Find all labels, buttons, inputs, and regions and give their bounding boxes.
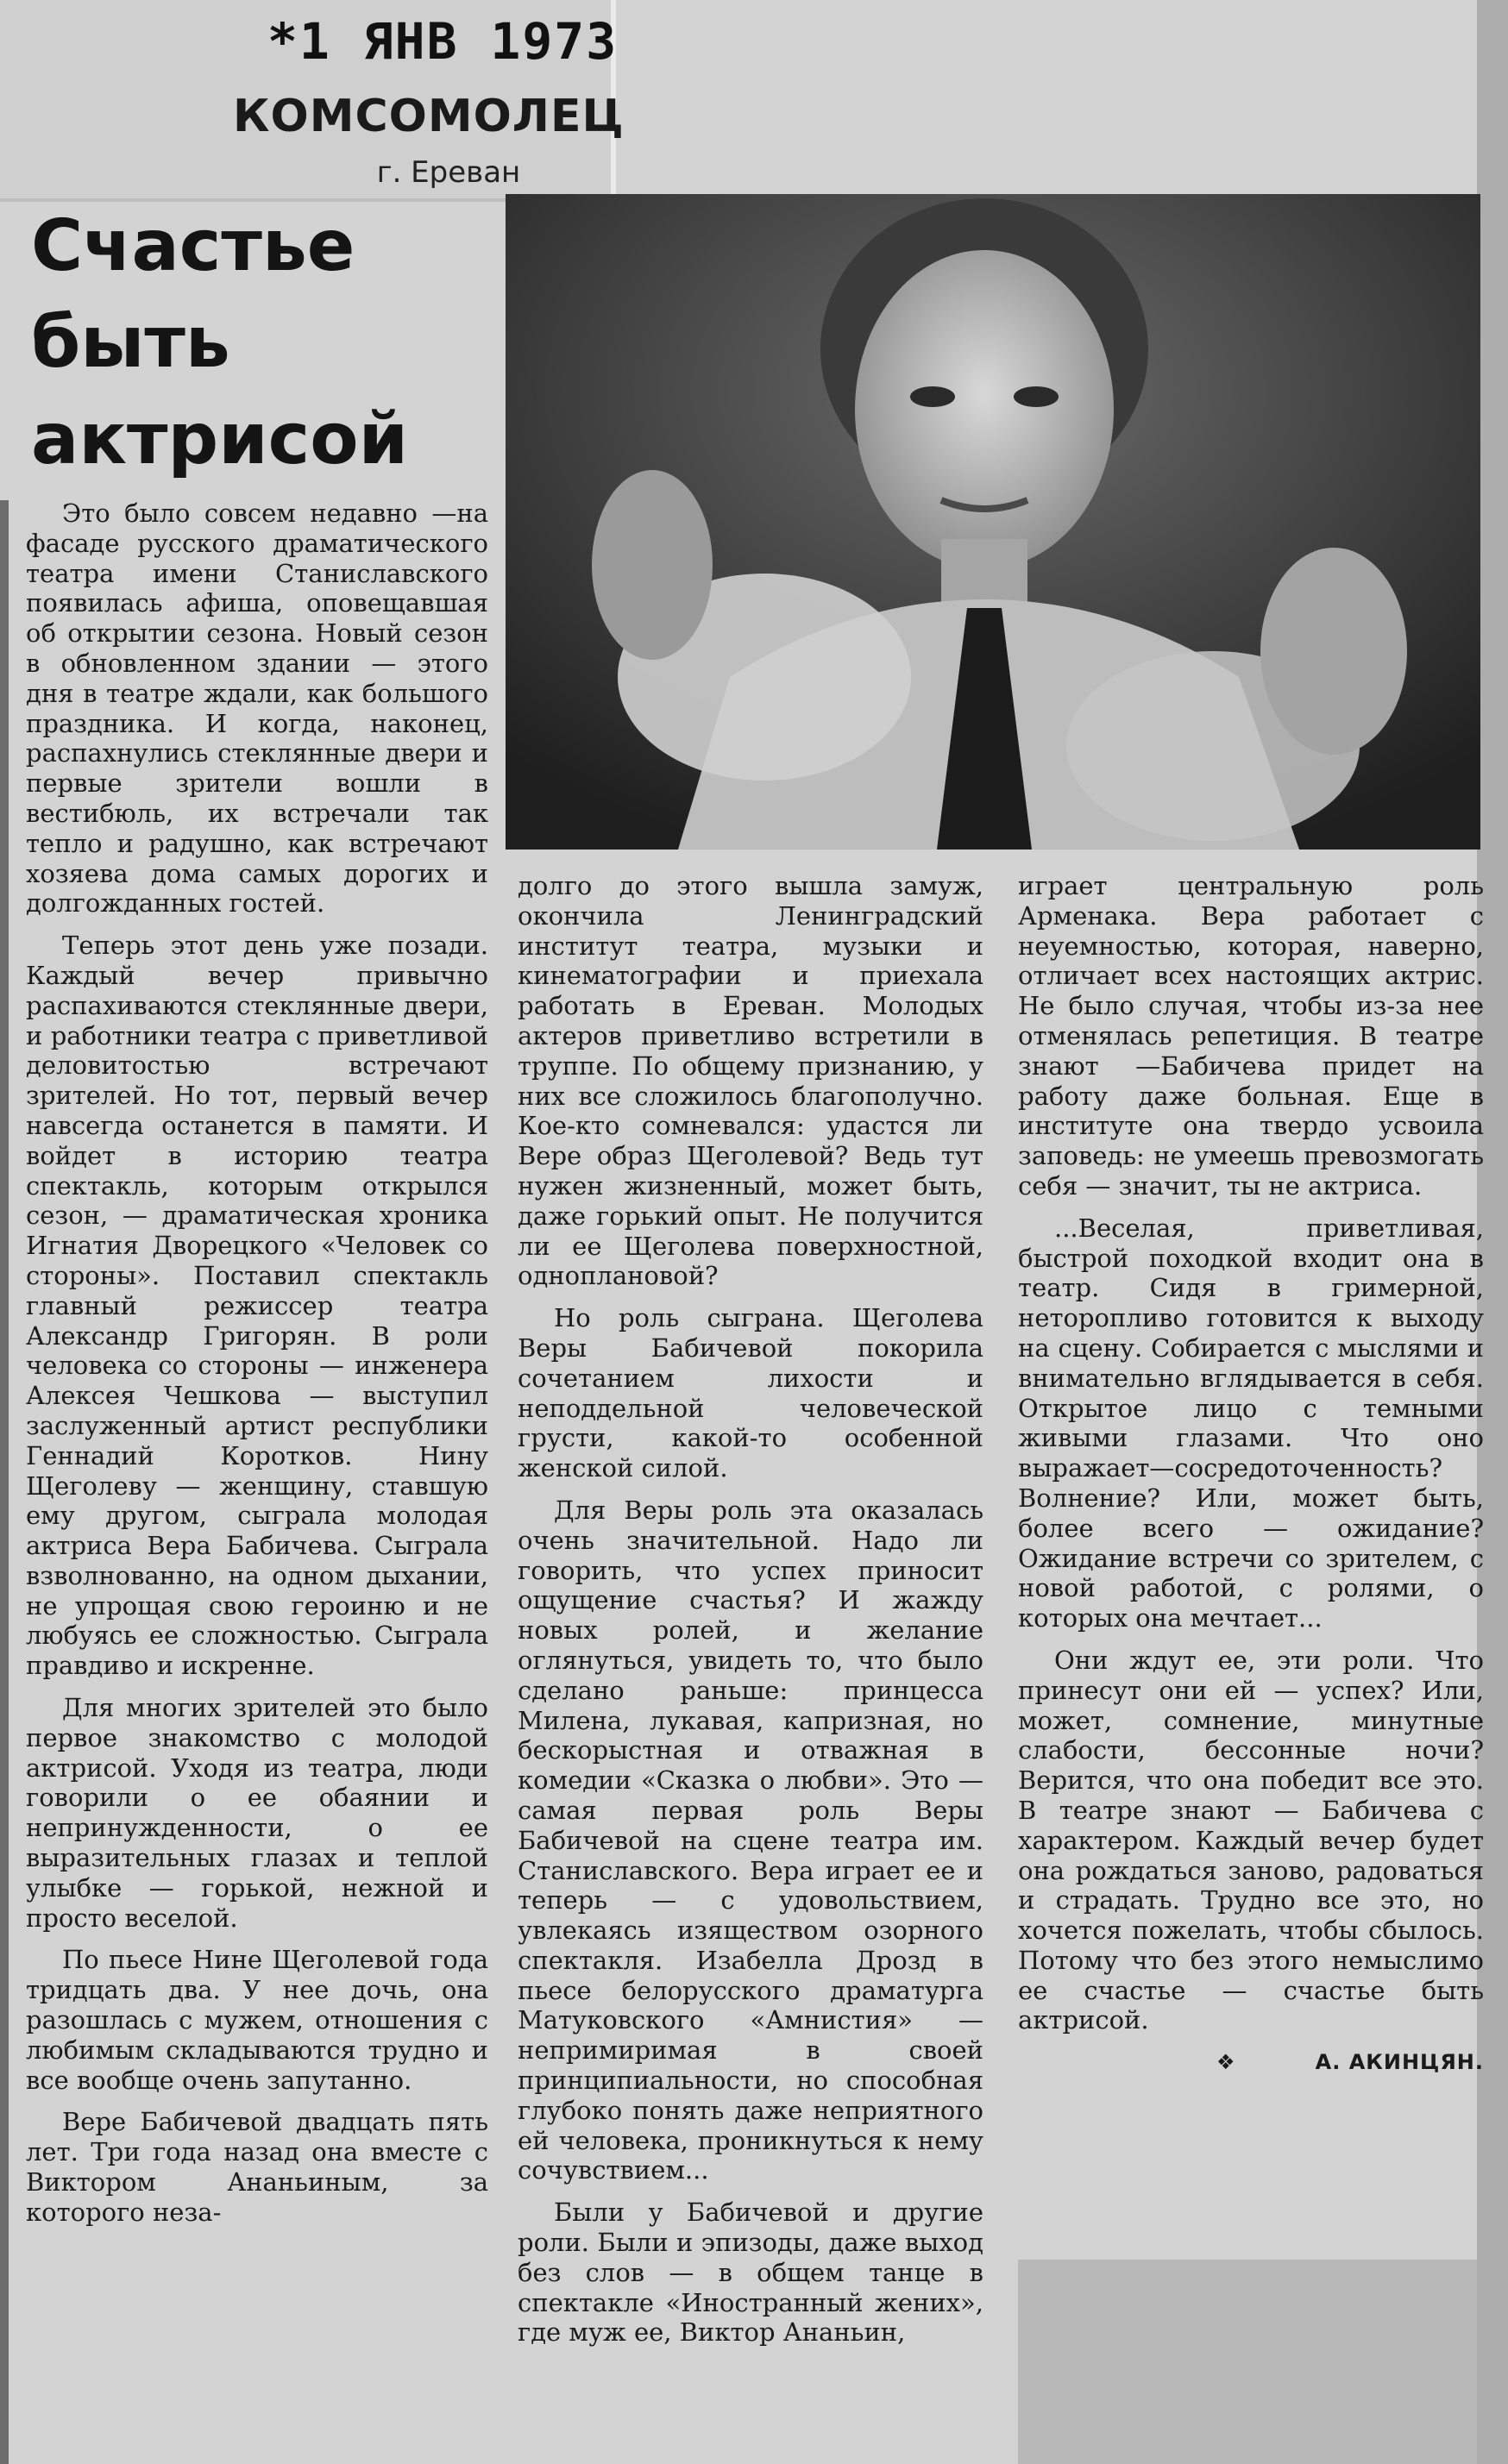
newspaper-name: КОМСОМОЛЕЦ <box>233 91 625 142</box>
paragraph: По пьесе Нине Щеголевой года тридцать два. У нее дочь, она разошлась с мужем, отношения с любимым складываются трудно и все вообще очень запутанно. <box>26 1945 488 2095</box>
paragraph: Были у Бабичевой и другие роли. Были и эпизоды, даже выход без слов — в общем танце в спектакле «Иностранный жених», где муж ее, Виктор Ананьин, <box>518 2198 983 2348</box>
masthead-label <box>0 0 625 202</box>
article-headline <box>31 198 514 488</box>
paragraph: ...Веселая, приветливая, быстрой походкой входит она в театр. Сидя в гримерной, неторопливо готовится к выходу на сцену. Собирается с мыслями и внимательно вглядывается в себя. Открытое лицо с темными живыми глазами. Что оно выражает—сосредоточенность? Волнение? Или, может быть, более всего — ожидание? Ожидание встречи со зрителем, с новой работой, с ролями, о которых она мечтает... <box>1018 1213 1484 1633</box>
author-name: А. АКИНЦЯН. <box>1315 2050 1484 2075</box>
paragraph: Теперь этот день уже позади. Каждый вечер привычно распахиваются стеклянные двери, и работники театра с приветливой деловитостью встречают зрителей. Но тот, первый вечер навсегда останется в памяти. И войдет в историю театра спектакль, которым открылся сезон, — драматическая хроника Игнатия Дворецкого «Человек со стороны». Поставил спектакль главный режиссер театра Александр Григорян. В роли человека со стороны — инженера Алексея Чешкова — выступил заслуженный артист республики Геннадий Коротков. Нину Щеголеву — женщину, ставшую ему другом, сыграла молодая актриса Вера Бабичева. Сыграла взволнованно, на одном дыхании, не упрощая свою героиню и не любуясь ее сложностью. Сыграла правдиво и искренне. <box>26 931 488 1681</box>
clipping-left-edge <box>0 500 9 2464</box>
headline-line: быть <box>31 302 230 384</box>
paragraph: Это было совсем недавно —на фасаде русского драматического театра имени Станиславского появилась афиша, оповещавшая об открытии сезона. Новый сезон в обновленном здании — этого дня в театре ждали, как большого праздника. И когда, наконец, распахнулись стеклянные двери и первые зрители вошли в вестибюль, их встречали так тепло и радушно, как встречают хозяева дома самых дорогих и долгожданных гостей. <box>26 498 488 919</box>
paragraph: Для многих зрителей это было первое знакомство с молодой актрисой. Уходя из театра, люди говорили о ее обаянии и непринужденности, о ее выразительных глазах и теплой улыбке — горькой, нежной и просто веселой. <box>26 1693 488 1933</box>
paragraph: Вере Бабичевой двадцать пять лет. Три года назад она вместе с Виктором Ананьиным, за которого неза- <box>26 2107 488 2227</box>
article-column-2 <box>518 871 983 2360</box>
paragraph: Но роль сыграна. Щеголева Веры Бабичевой покорила сочетанием лихости и неподдельной человеческой грусти, какой-то особенной женской силой. <box>518 1303 983 1483</box>
paragraph: долго до этого вышла замуж, окончила Ленинградский институт театра, музыки и кинематографии и приехала работать в Ереван. Молодых актеров приветливо встретили в труппе. По общему признанию, у них все сложилось благополучно. Кое-кто сомневался: удастся ли Вере образ Щеголевой? Ведь тут нужен жизненный, может быть, даже горький опыт. Не получится ли ее Щеголева поверхностной, одноплановой? <box>518 871 983 1291</box>
paragraph: Для Веры роль эта оказалась очень значительной. Надо ли говорить, что успех приносит ощущение счастья? И жажду новых ролей, и желание оглянуться, увидеть то, что было сделано раньше: принцесса Милена, лукавая, капризная, но бескорыстная и отважная в комедии «Сказка о любви». Это —самая первая роль Веры Бабичевой на сцене театра им. Станиславского. Вера играет ее и теперь — с удовольствием, увлекаясь изяществом озорного спектакля. Изабелла Дрозд в пьесе белорусского драматурга Матуковского «Амнистия» — непримиримая в своей принципиальности, но способная глубоко понять даже неприятного ей человека, проникнуться к нему сочувствием... <box>518 1495 983 2185</box>
ornament-icon: ❖ <box>1216 2050 1236 2075</box>
background-edge <box>1018 2260 1477 2464</box>
author-signature <box>1018 2047 1484 2078</box>
article-column-3 <box>1018 871 1484 2078</box>
headline-line: Счастье <box>31 205 355 287</box>
paragraph: Они ждут ее, эти роли. Что принесут они ей — успех? Или, может, сомнение, минутные слабости, бессонные ночи? Верится, что она победит все это. В театре знают — Бабичева с характером. Каждый вечер будет она рождаться заново, радоваться и страдать. Трудно все это, но хочется пожелать, чтобы сбылось. Потому что без этого немыслимо ее счастье — счастье быть актрисой. <box>1018 1645 1484 2035</box>
newspaper-city: г. Ереван <box>376 155 521 190</box>
paragraph: играет центральную роль Арменака. Вера работает с неуемностью, которая, наверно, отличает всех настоящих актрис. Не было случая, чтобы из-за нее отменялась репетиция. В театре знают —Бабичева придет на работу даже больная. Еще в институте она твердо усвоила заповедь: не умеешь превозмогать себя — значит, ты не актриса. <box>1018 871 1484 1201</box>
actress-photo <box>506 194 1480 850</box>
headline-line: актрисой <box>31 398 409 480</box>
date-stamp: *1 ЯНВ 1973 <box>267 12 619 71</box>
article-column-1 <box>26 498 488 2240</box>
